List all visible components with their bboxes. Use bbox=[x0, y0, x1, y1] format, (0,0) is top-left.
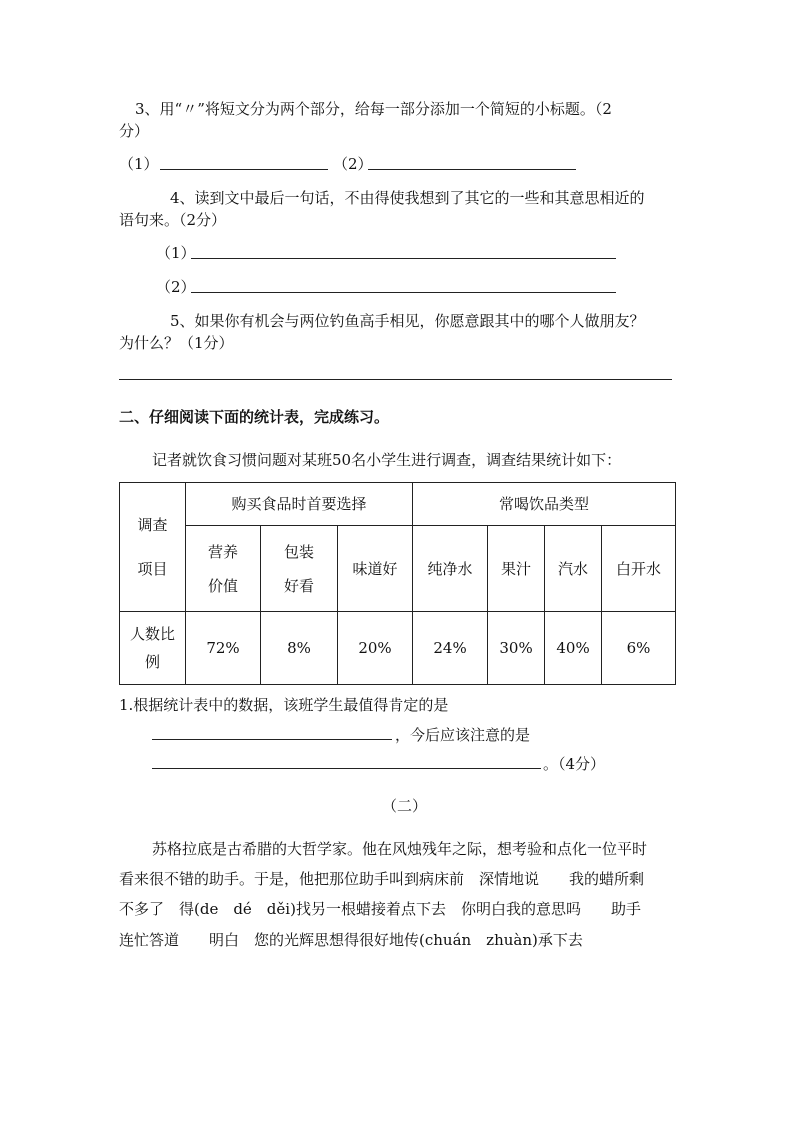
table-value: 24% bbox=[413, 612, 488, 685]
q4-line2: 语句来。（2分） bbox=[119, 211, 227, 229]
part2-heading: （二） bbox=[382, 797, 428, 815]
table-q1-mid: ，今后应该注意的是 bbox=[395, 726, 531, 744]
table-value: 72% bbox=[186, 612, 261, 685]
table-group-header-drink: 常喝饮品类型 bbox=[413, 483, 676, 526]
part2-paragraph-line-4: 连忙答道 明白 您的光辉思想得很好地传(chuán zhuàn)承下去 bbox=[119, 931, 583, 949]
q3-answer-line-2[interactable] bbox=[368, 169, 576, 170]
statistics-table bbox=[119, 482, 676, 685]
q5-line2: 为什么？（1分） bbox=[119, 334, 234, 352]
table-value: 6% bbox=[602, 612, 676, 685]
table-value: 40% bbox=[545, 612, 602, 685]
q3-label1: （1） bbox=[119, 155, 159, 173]
table-col-packaging: 包装 好看 bbox=[261, 526, 338, 612]
q3-line2: 分） bbox=[119, 122, 150, 140]
table-group-header-food: 购买食品时首要选择 bbox=[186, 483, 413, 526]
q4-answer-line-2[interactable] bbox=[191, 292, 616, 293]
table-q1-answer-line-2[interactable] bbox=[152, 768, 541, 769]
table-col-soda: 汽水 bbox=[545, 526, 602, 612]
table-value: 20% bbox=[338, 612, 413, 685]
table-col-boiled-water: 白开水 bbox=[602, 526, 676, 612]
table-row-header: 人数比 例 bbox=[120, 612, 186, 685]
q4-label2: （2） bbox=[156, 278, 196, 296]
q5-line1: 5、如果你有机会与两位钓鱼高手相见，你愿意跟其中的哪个人做朋友？ bbox=[170, 312, 645, 330]
q4-label1: （1） bbox=[156, 244, 196, 262]
q3-answer-line-1[interactable] bbox=[160, 169, 328, 170]
table-q1-line1: 1.根据统计表中的数据，该班学生最值得肯定的是 bbox=[119, 696, 449, 714]
table-value: 8% bbox=[261, 612, 338, 685]
table-q1-answer-line-1[interactable] bbox=[152, 739, 392, 740]
table-col-juice: 果汁 bbox=[488, 526, 545, 612]
table-value: 30% bbox=[488, 612, 545, 685]
part2-paragraph-line-1: 苏格拉底是古希腊的大哲学家。他在风烛残年之际，想考验和点化一位平时 bbox=[152, 840, 648, 858]
table-q1-end: 。（4分） bbox=[543, 755, 606, 773]
table-col-pure-water: 纯净水 bbox=[413, 526, 488, 612]
q4-line1: 4、读到文中最后一句话，不由得使我想到了其它的一些和其意思相近的 bbox=[170, 189, 645, 207]
part2-paragraph-line-2: 看来很不错的助手。于是，他把那位助手叫到病床前 深情地说 我的蜡所剩 bbox=[119, 870, 645, 888]
part2-paragraph-line-3: 不多了 得(de dé děi)找另一根蜡接着点下去 你明白我的意思吗 助手 bbox=[119, 900, 641, 918]
table-col-taste: 味道好 bbox=[338, 526, 413, 612]
section2-title: 二、仔细阅读下面的统计表，完成练习。 bbox=[119, 408, 390, 426]
section2-intro: 记者就饮食习惯问题对某班50名小学生进行调查，调查结果统计如下： bbox=[152, 451, 622, 469]
table-corner-header: 调查 项目 bbox=[120, 483, 186, 612]
q5-answer-line[interactable] bbox=[119, 379, 672, 380]
q4-answer-line-1[interactable] bbox=[191, 258, 616, 259]
q3-line1: 3、用“〃”将短文分为两个部分，给每一部分添加一个简短的小标题。（2 bbox=[135, 100, 612, 118]
table-col-nutrition: 营养 价值 bbox=[186, 526, 261, 612]
q3-label2: （2） bbox=[333, 155, 373, 173]
